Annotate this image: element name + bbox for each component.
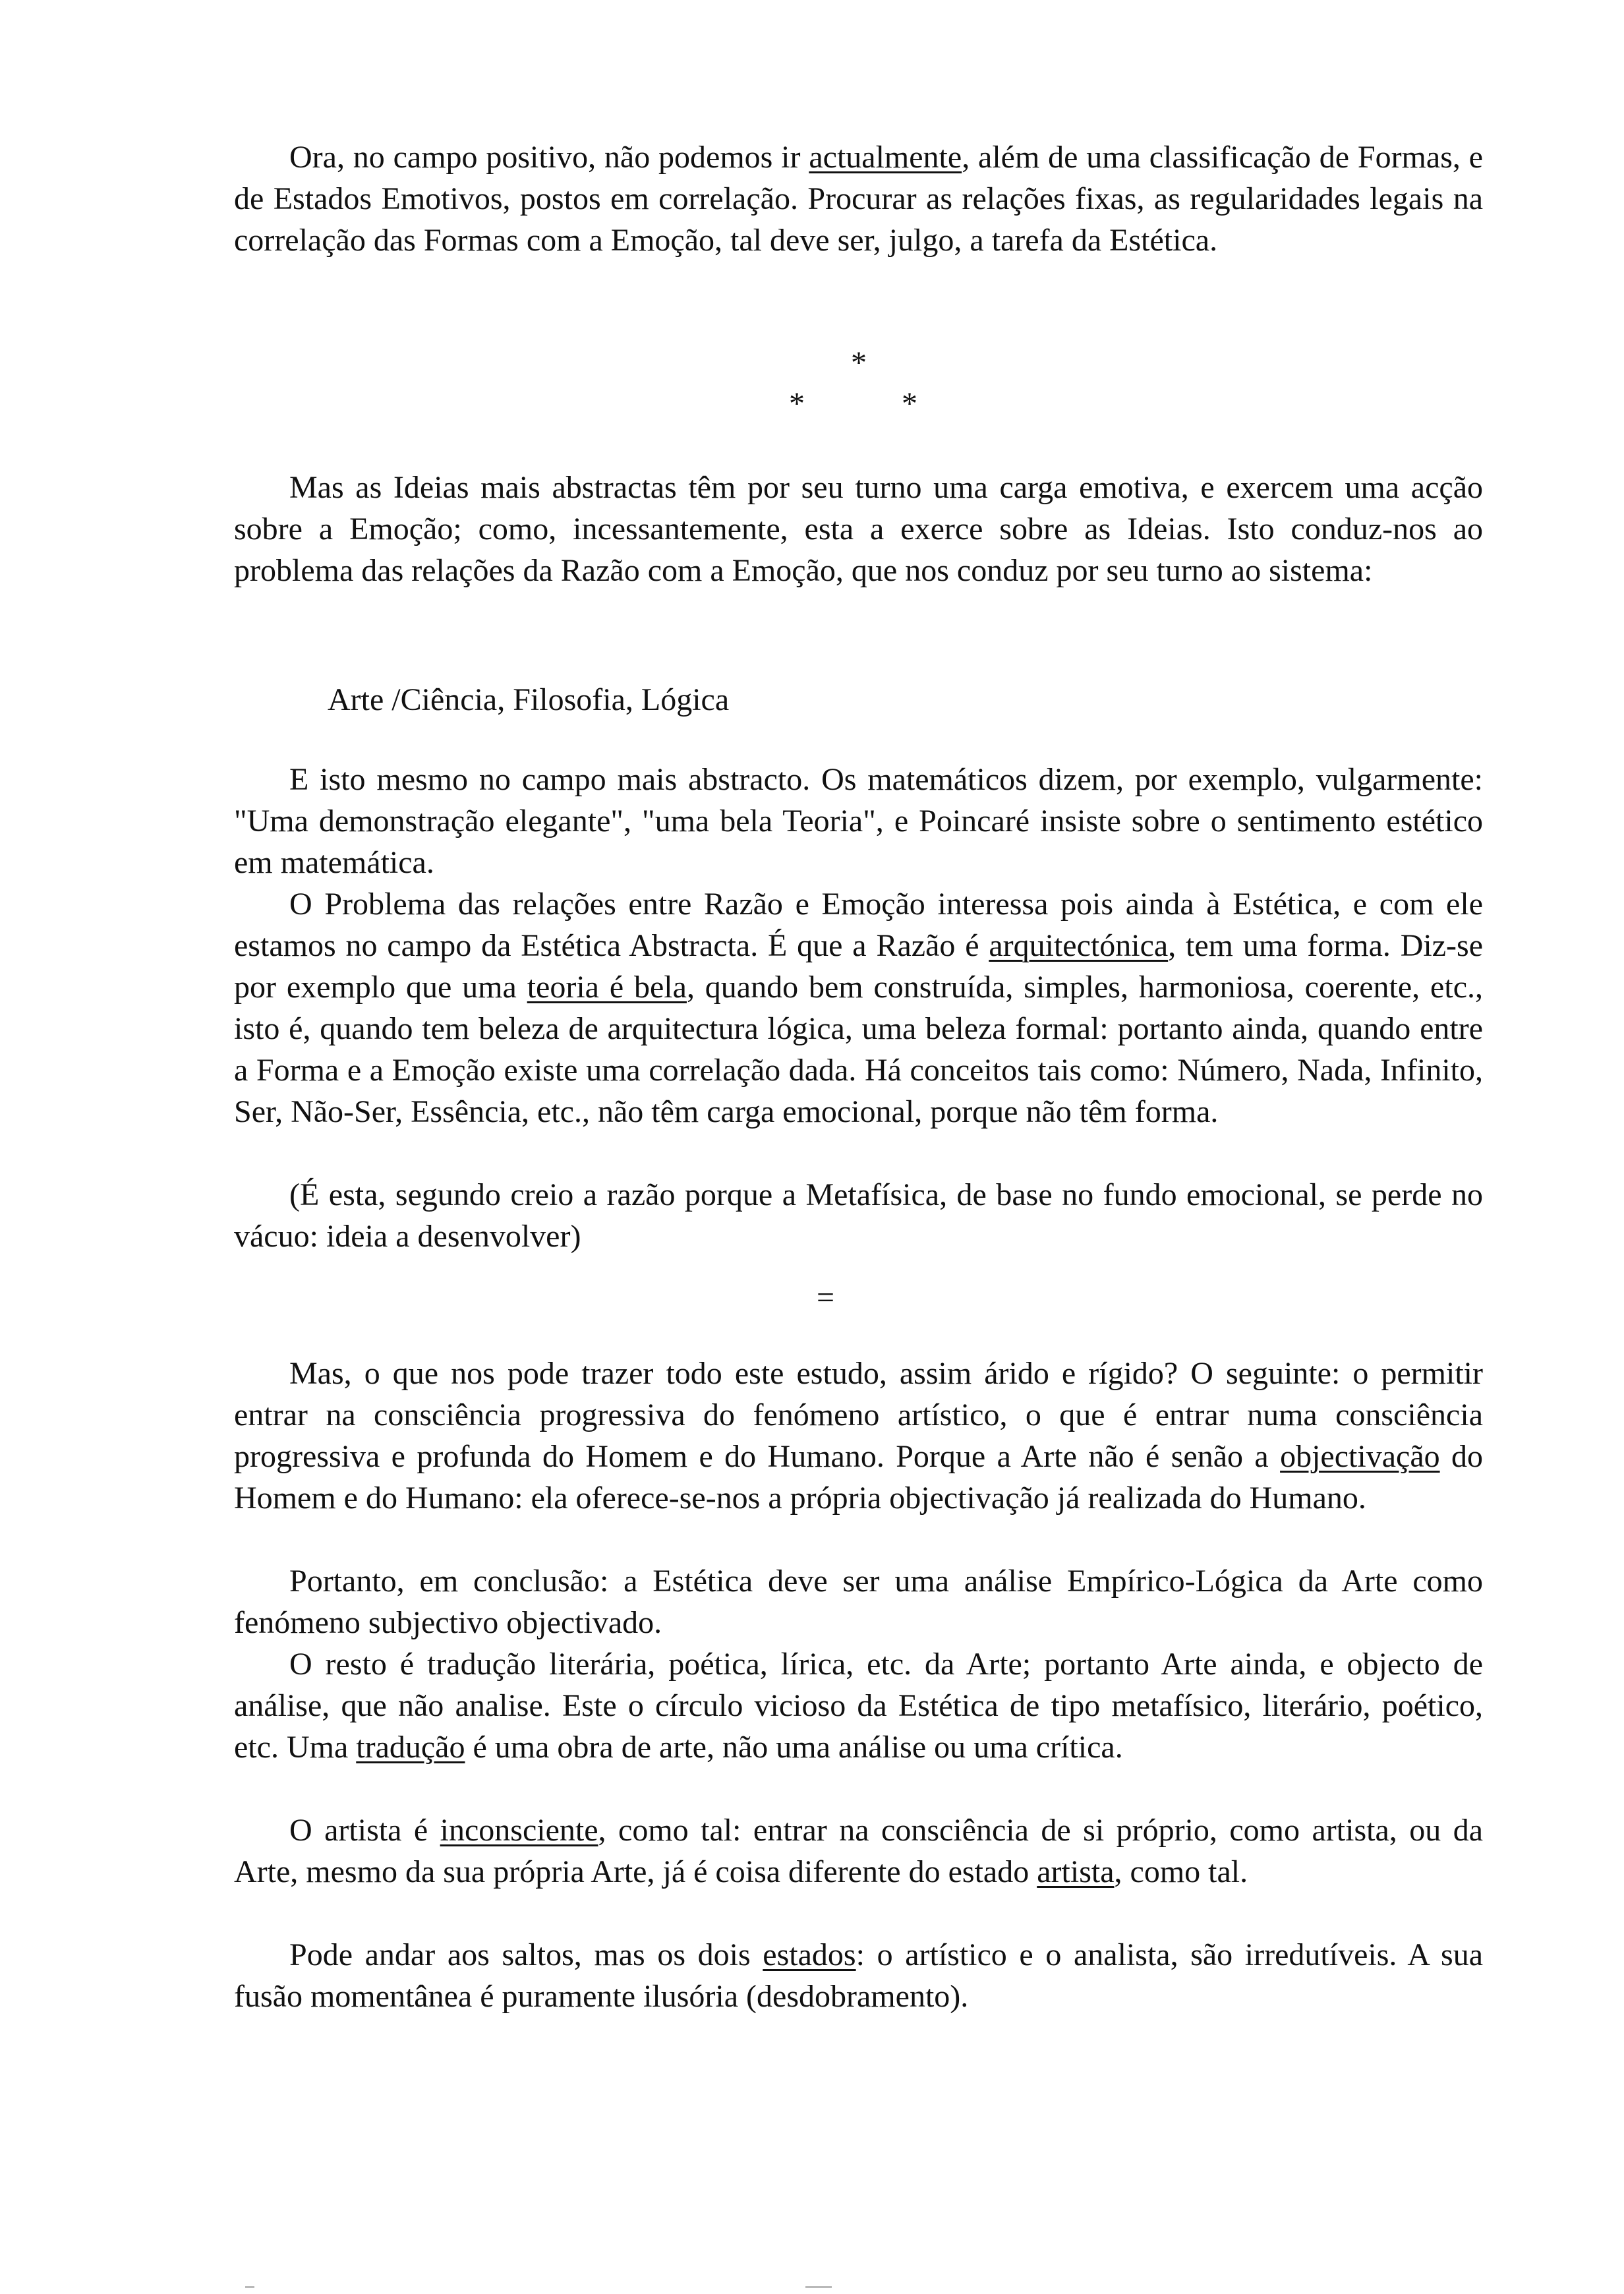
paragraph-10: Pode andar aos saltos, mas os dois estados: o artístico e o analista, são irredutíveis. A sua fusão momentânea é puramente ilusória (desdobramento). <box>234 1937 1484 2014</box>
scan-artifact <box>805 2286 832 2288</box>
asterisk: * <box>902 386 917 421</box>
paragraph-4: O Problema das relações entre Razão e Emoção interessa pois ainda à Estética, e com ele estamos no campo da Estética Abstracta. É que a Razão é arquitectónica, tem uma forma. Diz-se por exemplo que uma teoria é bela, quando bem construída, simples, harmoniosa, coerente, etc., isto é, quando tem beleza de arquitectura lógica, uma beleza formal: portanto ainda, quando entre a Forma e a Emoção existe uma correlação dada. Há conceitos tais como: Número, Nada, Infinito, Ser, Não-Ser, Essência, etc., não têm carga emocional, porque não têm forma. <box>234 887 1484 1129</box>
underlined-word: objectivação <box>1280 1439 1440 1474</box>
underlined-word: inconsciente <box>440 1813 598 1848</box>
asterisk: * <box>789 386 805 421</box>
underlined-word: artista <box>1037 1854 1115 1889</box>
underlined-word: actualmente <box>809 140 962 175</box>
paragraph-9: O artista é inconsciente, como tal: entrar na consciência de si próprio, como artista, ou da Arte, mesmo da sua própria Arte, já é coisa diferente do estado artista, como tal. <box>234 1813 1483 1889</box>
paragraph-7: Portanto, em conclusão: a Estética deve ser uma análise Empírico-Lógica da Arte como fenómeno subjectivo objectivado. <box>234 1564 1483 1640</box>
underlined-word: estados <box>763 1937 856 1972</box>
paragraph-8: O resto é tradução literária, poética, lírica, etc. da Arte; portanto Arte ainda, e objecto de análise, que não analise. Este o círculo vicioso da Estética de tipo metafísico, literário, poético, etc. Uma tradução é uma obra de arte, não uma análise ou uma crítica. <box>234 1647 1483 1765</box>
system-line: Arte /Ciência, Filosofia, Lógica <box>328 682 730 717</box>
paragraph-2: Mas as Ideias mais abstractas têm por seu turno uma carga emotiva, e exercem uma acção sobre a Emoção; como, incessantemente, esta a exerce sobre as Ideias. Isto conduz-nos ao problema das relações da Razão com a Emoção, que nos conduz por seu turno ao sistema: <box>234 470 1483 588</box>
paragraph-6: Mas, o que nos pode trazer todo este estudo, assim árido e rígido? O seguinte: o permitir entrar na consciência progressiva do fenómeno artístico, o que é entrar numa consciência progressiva e profunda do Homem e do Humano. Porque a Arte não é senão a objectivação do Homem e do Humano: ela oferece-se-nos a própria objectivação já realizada do Humano. <box>234 1356 1484 1515</box>
equals-separator: = <box>817 1280 835 1315</box>
scan-artifact <box>245 2286 254 2288</box>
underlined-word: arquitectónica <box>989 928 1169 963</box>
paragraph-1: Ora, no campo positivo, não podemos ir actualmente, além de uma classificação de Formas, e de Estados Emotivos, postos em correlação. Procurar as relações fixas, as regularidades legais na correlação das Formas com a Emoção, tal deve ser, julgo, a tarefa da Estética. <box>234 140 1484 258</box>
underlined-phrase: teoria é bela <box>527 970 687 1005</box>
underlined-word: tradução <box>356 1730 465 1765</box>
paragraph-3: E isto mesmo no campo mais abstracto. Os matemáticos dizem, por exemplo, vulgarmente: "Uma demonstração elegante", "uma bela Teoria", e Poincaré insiste sobre o sentimento estético em matemática. <box>234 762 1483 880</box>
asterisk: * <box>851 345 867 380</box>
paragraph-5: (É esta, segundo creio a razão porque a Metafísica, de base no fundo emocional, se perde no vácuo: ideia a desenvolver) <box>234 1177 1483 1254</box>
